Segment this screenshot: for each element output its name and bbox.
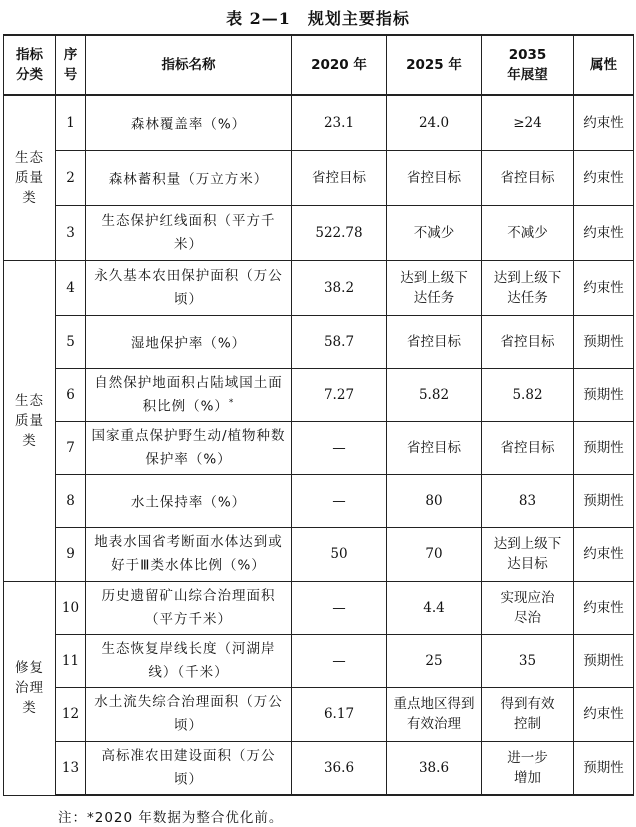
table-title: 表 2—1 规划主要指标: [226, 9, 410, 28]
name-cell: 历史遗留矿山综合治理面积（平方千米）: [86, 581, 292, 634]
value-2025-cell: 省控目标: [387, 421, 482, 474]
table-row: [4, 315, 634, 368]
table-row: [4, 581, 634, 634]
value-2025-cell: 25: [387, 634, 482, 687]
value-2020-cell: —: [292, 474, 387, 527]
value-2020-cell: 36.6: [292, 741, 387, 795]
header-row: [4, 35, 634, 95]
attr-cell: 预期性: [574, 741, 634, 795]
table-row: [4, 260, 634, 315]
attr-cell: 约束性: [574, 687, 634, 741]
indicators-table: [3, 34, 634, 796]
name-cell: 水土保持率（%）: [86, 474, 292, 527]
category-cell: 生态质量类: [4, 95, 56, 260]
value-2020-cell: 7.27: [292, 368, 387, 421]
value-2035-cell: 省控目标: [482, 150, 574, 205]
name-cell: 高标准农田建设面积（万公顷）: [86, 741, 292, 795]
value-2035-cell: 不减少: [482, 205, 574, 260]
value-2025-cell: 5.82: [387, 368, 482, 421]
table-row: [4, 368, 634, 421]
value-2020-cell: 23.1: [292, 95, 387, 150]
seq-cell: 10: [56, 581, 86, 634]
attr-cell: 约束性: [574, 205, 634, 260]
footnote-marker: *: [228, 397, 235, 408]
header-2020: 2020 年: [292, 35, 387, 95]
table-row: [4, 421, 634, 474]
table-row: [4, 527, 634, 581]
name-cell: 森林蓄积量（万立方米）: [86, 150, 292, 205]
attr-cell: 预期性: [574, 315, 634, 368]
attr-cell: 约束性: [574, 150, 634, 205]
attr-cell: 约束性: [574, 95, 634, 150]
seq-cell: 5: [56, 315, 86, 368]
attr-cell: 预期性: [574, 368, 634, 421]
value-2020-cell: —: [292, 634, 387, 687]
table-row: [4, 687, 634, 741]
name-cell: 永久基本农田保护面积（万公顷）: [86, 260, 292, 315]
value-2035-cell: 得到有效控制: [482, 687, 574, 741]
footnote: 注：*2020 年数据为整合优化前。: [58, 810, 284, 826]
value-2035-cell: 进一步增加: [482, 741, 574, 795]
value-2035-cell: 35: [482, 634, 574, 687]
value-2025-cell: 4.4: [387, 581, 482, 634]
seq-cell: 8: [56, 474, 86, 527]
value-2025-cell: 不减少: [387, 205, 482, 260]
seq-cell: 13: [56, 741, 86, 795]
seq-cell: 1: [56, 95, 86, 150]
name-cell: 自然保护地面积占陆域国土面积比例（%）*: [86, 368, 292, 421]
table-row: [4, 741, 634, 795]
value-2020-cell: 6.17: [292, 687, 387, 741]
value-2020-cell: 58.7: [292, 315, 387, 368]
value-2025-cell: 70: [387, 527, 482, 581]
value-2025-cell: 38.6: [387, 741, 482, 795]
table-row: [4, 95, 634, 150]
table-row: [4, 634, 634, 687]
value-2035-cell: 5.82: [482, 368, 574, 421]
category-cell: 修复治理类: [4, 581, 56, 795]
header-seq: 序号: [56, 35, 86, 95]
value-2020-cell: —: [292, 581, 387, 634]
attr-cell: 预期性: [574, 634, 634, 687]
value-2025-cell: 重点地区得到有效治理: [387, 687, 482, 741]
header-name: 指标名称: [86, 35, 292, 95]
header-2025: 2025 年: [387, 35, 482, 95]
value-2020-cell: 省控目标: [292, 150, 387, 205]
name-cell: 水土流失综合治理面积（万公顷）: [86, 687, 292, 741]
table-row: [4, 474, 634, 527]
attr-cell: 约束性: [574, 527, 634, 581]
value-2020-cell: 522.78: [292, 205, 387, 260]
category-cell: 生态质量类: [4, 260, 56, 581]
name-cell: 森林覆盖率（%）: [86, 95, 292, 150]
seq-cell: 7: [56, 421, 86, 474]
seq-cell: 11: [56, 634, 86, 687]
seq-cell: 2: [56, 150, 86, 205]
table-row: [4, 150, 634, 205]
name-cell: 国家重点保护野生动/植物种数保护率（%）: [86, 421, 292, 474]
value-2020-cell: —: [292, 421, 387, 474]
attr-cell: 约束性: [574, 260, 634, 315]
seq-cell: 4: [56, 260, 86, 315]
value-2020-cell: 50: [292, 527, 387, 581]
seq-cell: 3: [56, 205, 86, 260]
value-2035-cell: 省控目标: [482, 315, 574, 368]
header-category: 指标分类: [4, 35, 56, 95]
table-row: [4, 205, 634, 260]
value-2025-cell: 80: [387, 474, 482, 527]
value-2035-cell: 省控目标: [482, 421, 574, 474]
name-cell: 地表水国省考断面水体达到或好于Ⅲ类水体比例（%）: [86, 527, 292, 581]
value-2035-cell: ≥24: [482, 95, 574, 150]
value-2020-cell: 38.2: [292, 260, 387, 315]
value-2035-cell: 达到上级下达目标: [482, 527, 574, 581]
value-2025-cell: 省控目标: [387, 150, 482, 205]
value-2035-cell: 实现应治尽治: [482, 581, 574, 634]
header-attr: 属性: [574, 35, 634, 95]
header-2035: 2035 年展望: [482, 35, 574, 95]
name-cell: 生态保护红线面积（平方千米）: [86, 205, 292, 260]
value-2025-cell: 省控目标: [387, 315, 482, 368]
name-cell: 湿地保护率（%）: [86, 315, 292, 368]
attr-cell: 预期性: [574, 474, 634, 527]
name-cell: 生态恢复岸线长度（河湖岸线）（千米）: [86, 634, 292, 687]
value-2025-cell: 24.0: [387, 95, 482, 150]
value-2035-cell: 83: [482, 474, 574, 527]
value-2035-cell: 达到上级下达任务: [482, 260, 574, 315]
seq-cell: 9: [56, 527, 86, 581]
attr-cell: 约束性: [574, 581, 634, 634]
value-2025-cell: 达到上级下达任务: [387, 260, 482, 315]
seq-cell: 12: [56, 687, 86, 741]
attr-cell: 预期性: [574, 421, 634, 474]
seq-cell: 6: [56, 368, 86, 421]
